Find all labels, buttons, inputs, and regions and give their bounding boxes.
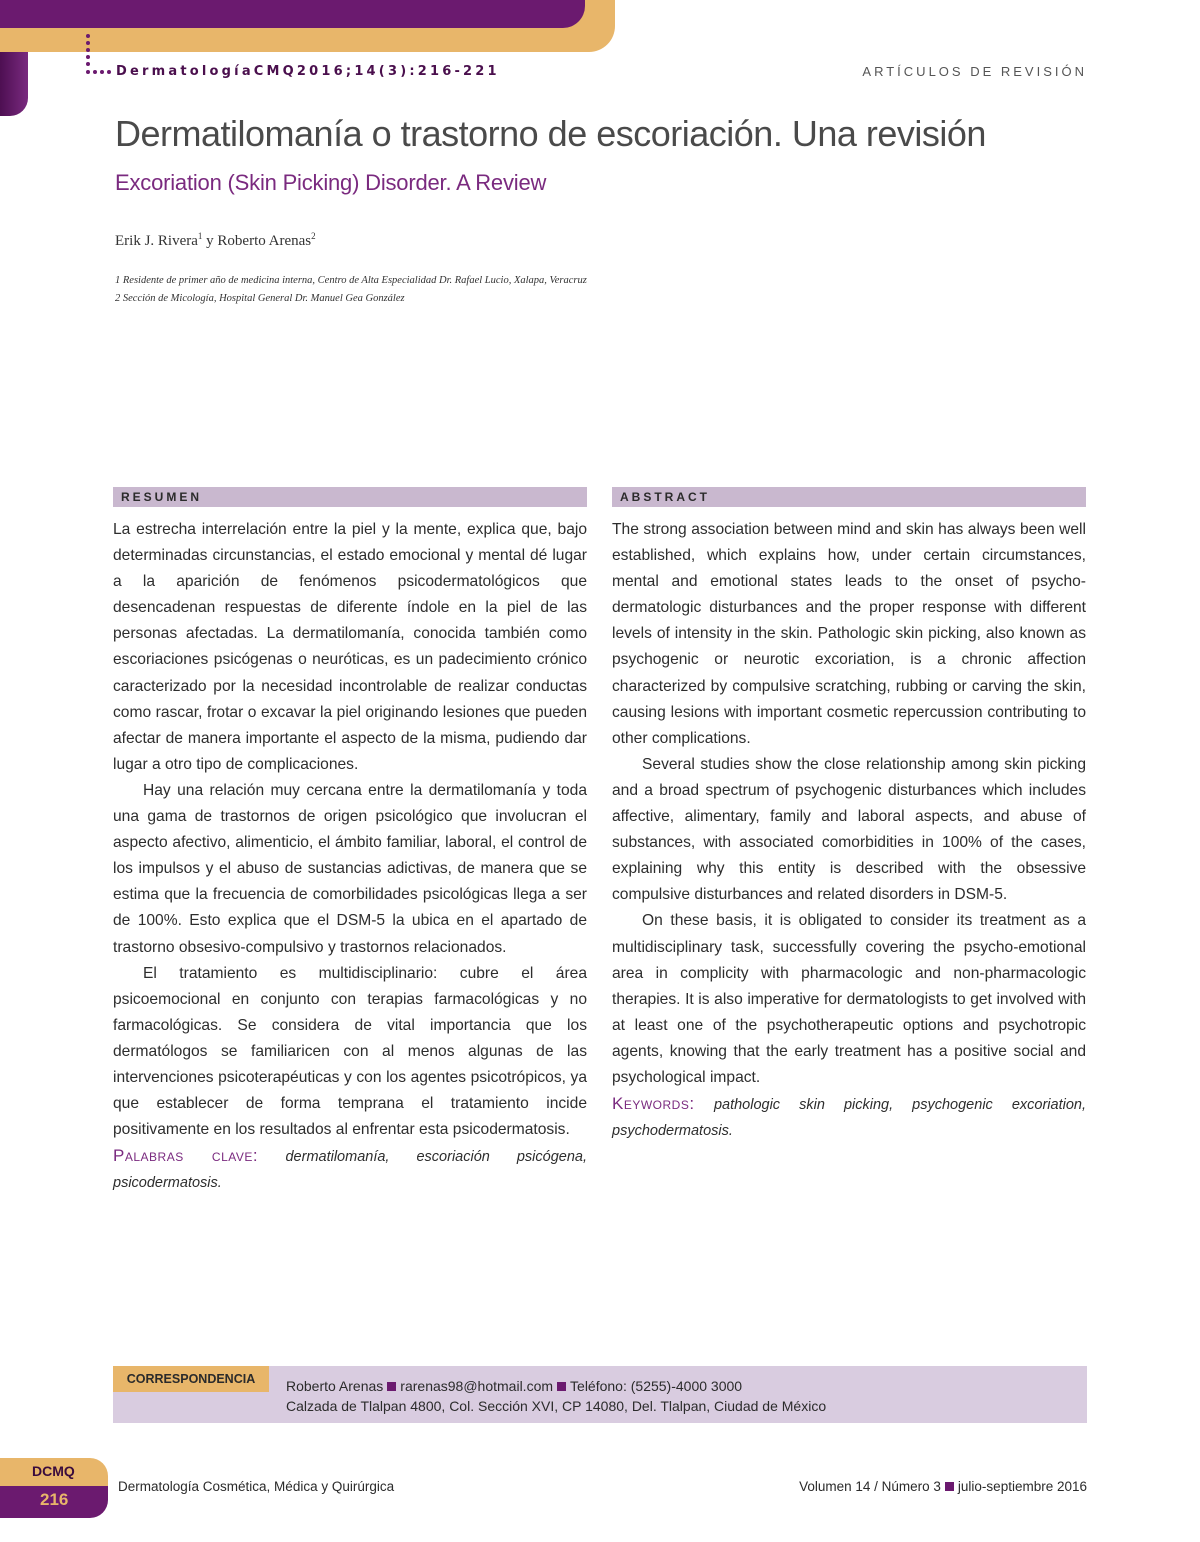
footer-period: julio-septiembre 2016: [957, 1479, 1087, 1494]
article-title-english: Excoriation (Skin Picking) Disorder. A Review: [115, 170, 547, 195]
author-connector: y: [202, 233, 218, 249]
keywords-text: pathologic skin picking, psychogenic excoriation, psychodermatosis.: [612, 1097, 1086, 1140]
dotted-ornament: [0, 0, 120, 80]
resumen-body: [113, 517, 587, 1196]
resumen-heading: RESUMEN: [113, 487, 587, 507]
footer-volume: Volumen 14 / Número 3: [799, 1479, 941, 1494]
affiliation-mark: 1: [197, 231, 203, 241]
correspondence-contact: [286, 1378, 742, 1394]
correspondence-phone: Teléfono: (5255)-4000 3000: [570, 1378, 743, 1394]
resumen-paragraph: Hay una relación muy cercana entre la dermatilomanía y toda una gama de trastornos de origen psicológico que involucran el aspecto afectivo, alimenticio, el ámbito familiar, laboral, el control de los impulsos y el abuso de sustancias adictivas, de manera que se estima que la frecuencia de comorbilidades psicológicas llega a ser de 100%. Esto explica que el DSM-5 la ubica en el apartado de trastorno obsesivo-compulsivo y trastornos relacionados.: [113, 781, 587, 956]
square-bullet-icon: [387, 1382, 396, 1391]
abstract-paragraph: The strong association between mind and skin has always been well established, which explains how, under certain circumstances, mental and emotional states leads to the onset of psycho-dermatologic disturbances and the proper response with different levels of intensity in the skin. Pathologic skin picking, also known as psychogenic or neurotic excoriation, is a chronic affection characterized by compulsive scratching, rubbing or carving the skin, causing lesions with important cosmetic repercussion contributing to other complications.: [612, 521, 1086, 747]
affiliation-mark: 2: [311, 231, 316, 241]
resumen-paragraph: La estrecha interrelación entre la piel y la mente, explica que, bajo determinadas circunstancias, el estado emocional y mental dé lugar a la aparición de fenómenos psicodermatológicos que desencadenan respuestas de diferente índole en la piel de las personas afectadas. La dermatilomanía, conocida también como escoriaciones psicógenas o neuróticas, es un padecimiento crónico caracterizado por la necesidad incontrolable de realizar conductas como rascar, frotar o excavar la piel originando lesiones que pueden afectar de manera importante el aspecto de la misma, pudiendo dar lugar a otro tipo de complicaciones.: [113, 521, 587, 773]
keywords-label: Palabras clave:: [113, 1146, 259, 1166]
keywords-text: dermatilomanía, escoriación psicógena, psicodermatosis.: [113, 1149, 588, 1192]
author-name: Roberto Arenas: [217, 233, 312, 249]
abstract-body: [612, 517, 1086, 1144]
affiliation: 1 Residente de primer año de medicina interna, Centro de Alta Especialidad Dr. Rafael Lucio, Xalapa, Veracruz: [115, 275, 587, 286]
abstract-paragraph: Several studies show the close relationship among skin picking and a broad spectrum of psychogenic disturbances which includes affective, alimentary, family and laboral aspects, and abuse of substances, with associated comorbidities in 100% of the cases, explaining why this entity is described with the obsessive compulsive disturbances and related disorders in DSM-5.: [612, 755, 1086, 904]
correspondence-label: CORRESPONDENCIA: [113, 1366, 269, 1392]
footer-journal-abbr: DCMQ: [32, 1463, 75, 1479]
square-bullet-icon: [557, 1382, 566, 1391]
authors-line: [115, 231, 316, 250]
resumen-keywords: [113, 1143, 587, 1196]
abstract-keywords: [612, 1091, 1086, 1144]
abstract-paragraph: On these basis, it is obligated to consider its treatment as a multidisciplinary task, successfully covering the psycho-emotional area in complicity with pharmacologic and non-pharmacologic therapies. It is also imperative for dermatologists to get involved with at least one of the psychotherapeutic options and psychotropic agents, knowing that the early treatment has a positive social and psychological impact.: [612, 912, 1086, 1086]
article-title-spanish: Dermatilomanía o trastorno de escoriación. Una revisión: [115, 113, 986, 154]
abstract-heading: ABSTRACT: [612, 487, 1086, 507]
resumen-column: [113, 487, 587, 1196]
keywords-label: Keywords:: [612, 1094, 695, 1114]
footer-issue: [799, 1479, 1087, 1494]
square-bullet-icon: [945, 1482, 954, 1491]
correspondence-name: Roberto Arenas: [286, 1378, 384, 1394]
journal-reference: DermatologíaCMQ2016;14(3):216-221: [116, 64, 500, 79]
correspondence-email[interactable]: rarenas98@hotmail.com: [400, 1378, 554, 1394]
affiliation: 2 Sección de Micología, Hospital General Dr. Manuel Gea González: [115, 293, 405, 304]
page-number: 216: [40, 1490, 69, 1509]
section-label: ARTÍCULOS DE REVISIÓN: [862, 64, 1087, 79]
abstract-column: [612, 487, 1086, 1144]
correspondence-address: Calzada de Tlalpan 4800, Col. Sección XVI, CP 14080, Del. Tlalpan, Ciudad de México: [286, 1398, 827, 1414]
author-name: Erik J. Rivera: [115, 233, 198, 249]
footer-journal-name: Dermatología Cosmética, Médica y Quirúrgica: [118, 1479, 395, 1494]
resumen-paragraph: El tratamiento es multidisciplinario: cubre el área psicoemocional en conjunto con terapias farmacológicas y no farmacológicas. Se considera de vital importancia que los dermatólogos se familiaricen con al menos algunas de las intervenciones psicoterapéuticas y con los agentes psicotrópicos, ya que establecer de forma temprana el tratamiento incide positivamente en los resultados al enfrentar esta psicodermatosis.: [113, 964, 587, 1139]
